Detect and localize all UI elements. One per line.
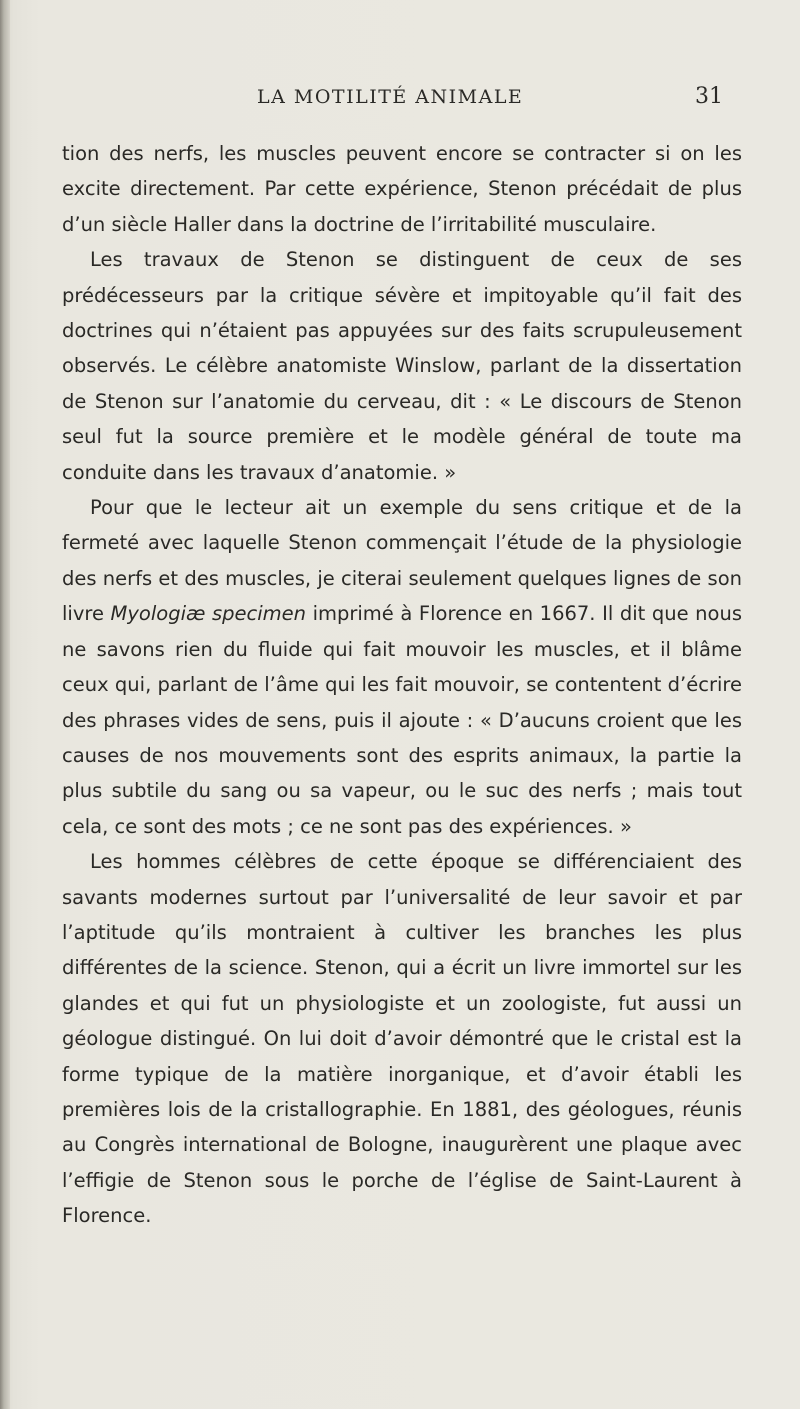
paragraph-3-part-b: imprimé à Florence en 1667. Il dit que nous ne savons rien du fluide qui fait mouvoir les muscles, et il blâme ceux qui, parlant de l’âme qui les fait mouvoir, se contentent d’écrire des phrases vides de sens, puis il ajoute : « D’aucuns croient que les causes de nos mouvements sont des esprits animaux, la partie la plus subtile du sang ou sa vapeur, ou le suc des nerfs ; mais tout cela, ce sont des mots ; ce ne sont pas des expériences. » <box>62 602 742 838</box>
page-gutter-shadow <box>0 0 10 1409</box>
paragraph-1: tion des nerfs, les muscles peuvent encore se contracter si on les excite directement. Par cette expérience, Stenon précédait de plus d’un siècle Haller dans la doctrine de l’irritabilité musculaire. <box>62 142 742 236</box>
page-header <box>0 86 800 116</box>
paragraph-3-part-a: Pour que le lecteur ait un exemple du sens critique et de la fermeté avec laquelle Stenon commençait l’étude de la physiologie des nerfs et des muscles, je citerai seulement quelques lignes de son livre <box>62 496 742 626</box>
running-title: LA MOTILITÉ ANIMALE <box>257 86 524 108</box>
paragraph-4: Les hommes célèbres de cette époque se différenciaient des savants modernes surtout par l’universalité de leur savoir et par l’aptitude qu’ils montraient à cultiver les branches les plus différentes de la science. Stenon, qui a écrit un livre immortel sur les glandes et qui fut un physiologiste et un zoologiste, fut aussi un géologue distingué. On lui doit d’avoir démontré que le cristal est la forme typique de la matière inorganique, et d’avoir établi les premières lois de la cristallographie. En 1881, des géologues, réunis au Congrès international de Bologne, inaugurèrent une plaque avec l’effigie de Stenon sous le porche de l’église de Saint-Laurent à Florence. <box>62 850 742 1228</box>
page-number: 31 <box>695 84 723 109</box>
paragraph-3 <box>62 490 742 844</box>
book-title: Myologiæ specimen <box>110 602 306 626</box>
paragraph-2: Les travaux de Stenon se distinguent de ceux de ses prédécesseurs par la critique sévère et impitoyable qu’il fait des doctrines qui n’étaient pas appuyées sur des faits scrupuleusement observés. Le célèbre anatomiste Winslow, parlant de la dissertation de Stenon sur l’anatomie du cerveau, dit : « Le discours de Stenon seul fut la source première et le modèle général de toute ma conduite dans les travaux d’anatomie. » <box>62 248 742 484</box>
body-text <box>62 136 742 1234</box>
